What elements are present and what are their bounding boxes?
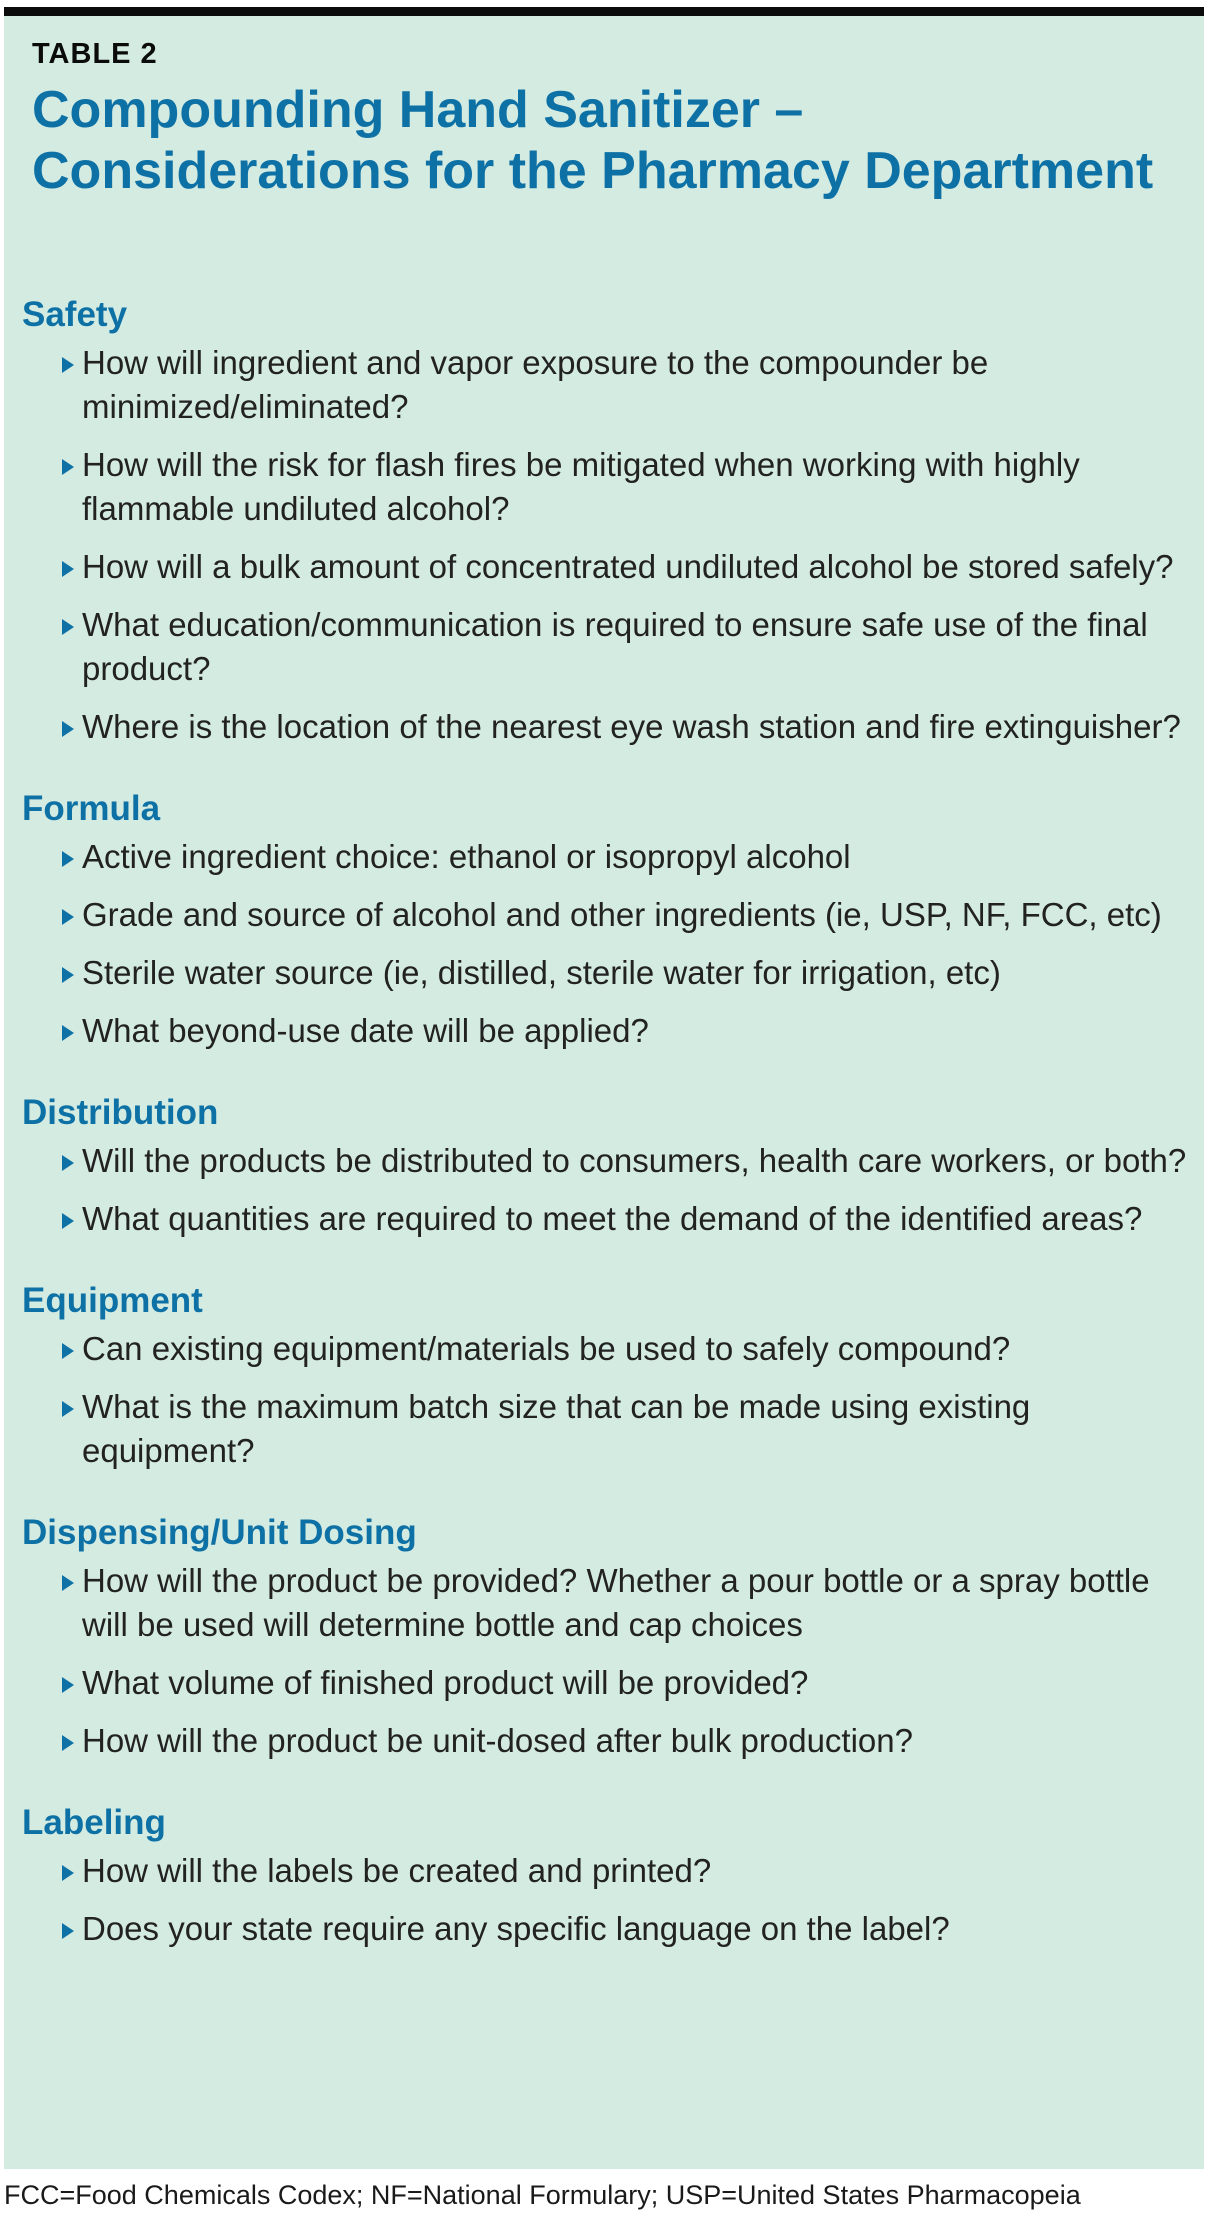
triangle-right-bullet-icon: [62, 851, 74, 867]
triangle-right-bullet-icon: [62, 1025, 74, 1041]
section-heading: Formula: [22, 789, 161, 828]
section-equipment: [22, 1281, 1192, 1473]
footnote: FCC=Food Chemicals Codex; NF=National Formulary; USP=United States Pharmacopeia: [4, 2180, 1081, 2210]
list-item-text: How will the labels be created and printed?: [82, 1852, 712, 1889]
section-safety: [22, 295, 1192, 749]
list-item: [82, 705, 1192, 749]
list-item: [82, 951, 1192, 995]
section-list: [22, 1327, 1192, 1473]
triangle-right-bullet-icon: [62, 1923, 74, 1939]
triangle-right-bullet-icon: [62, 619, 74, 635]
list-item: [82, 1661, 1192, 1705]
section-distribution: [22, 1093, 1192, 1241]
triangle-right-bullet-icon: [62, 909, 74, 925]
list-item-text: What education/communication is required to ensure safe use of the final product?: [82, 606, 1148, 687]
list-item: [82, 1197, 1192, 1241]
list-item: [82, 835, 1192, 879]
list-item: [82, 1139, 1192, 1183]
section-list: [22, 1559, 1192, 1763]
list-item: [82, 603, 1192, 691]
triangle-right-bullet-icon: [62, 721, 74, 737]
list-item: [82, 1559, 1192, 1647]
page-title: Compounding Hand Sanitizer – Considerations for the Pharmacy Department: [32, 81, 1154, 200]
triangle-right-bullet-icon: [62, 1575, 74, 1591]
triangle-right-bullet-icon: [62, 1865, 74, 1881]
section-heading: Labeling: [22, 1803, 166, 1842]
table-label: TABLE 2: [32, 38, 158, 70]
section-dispensing-unit-dosing: [22, 1513, 1192, 1763]
section-heading: Distribution: [22, 1093, 219, 1132]
section-heading: Safety: [22, 295, 128, 334]
list-item-text: What volume of finished product will be provided?: [82, 1664, 809, 1701]
triangle-right-bullet-icon: [62, 1343, 74, 1359]
list-item: [82, 1849, 1192, 1893]
section-labeling: [22, 1803, 1192, 1951]
list-item-text: Does your state require any specific language on the label?: [82, 1910, 950, 1947]
list-item-text: What beyond-use date will be applied?: [82, 1012, 649, 1049]
list-item: [82, 893, 1192, 937]
list-item: [82, 341, 1192, 429]
list-item-text: Will the products be distributed to consumers, health care workers, or both?: [82, 1142, 1187, 1179]
list-item-text: Active ingredient choice: ethanol or isopropyl alcohol: [82, 838, 851, 875]
sections-container: [22, 295, 1192, 1991]
triangle-right-bullet-icon: [62, 1155, 74, 1171]
section-list: [22, 341, 1192, 749]
list-item-text: How will ingredient and vapor exposure to the compounder be minimized/eliminated?: [82, 344, 989, 425]
triangle-right-bullet-icon: [62, 1735, 74, 1751]
list-item: [82, 443, 1192, 531]
section-formula: [22, 789, 1192, 1053]
list-item-text: How will the risk for flash fires be mitigated when working with highly flammable undiluted alcohol?: [82, 446, 1080, 527]
triangle-right-bullet-icon: [62, 1401, 74, 1417]
triangle-right-bullet-icon: [62, 1677, 74, 1693]
list-item: [82, 545, 1192, 589]
triangle-right-bullet-icon: [62, 1213, 74, 1229]
list-item: [82, 1907, 1192, 1951]
list-item-text: Where is the location of the nearest eye wash station and fire extinguisher?: [82, 708, 1181, 745]
list-item-text: How will a bulk amount of concentrated undiluted alcohol be stored safely?: [82, 548, 1174, 585]
triangle-right-bullet-icon: [62, 561, 74, 577]
section-heading: Dispensing/Unit Dosing: [22, 1513, 417, 1552]
list-item: [82, 1385, 1192, 1473]
triangle-right-bullet-icon: [62, 459, 74, 475]
triangle-right-bullet-icon: [62, 357, 74, 373]
table-panel: [4, 7, 1204, 2169]
list-item-text: How will the product be unit-dosed after bulk production?: [82, 1722, 913, 1759]
section-list: [22, 1849, 1192, 1951]
list-item: [82, 1719, 1192, 1763]
list-item-text: Can existing equipment/materials be used to safely compound?: [82, 1330, 1011, 1367]
section-list: [22, 1139, 1192, 1241]
list-item-text: How will the product be provided? Whether a pour bottle or a spray bottle will be used will determine bottle and cap choices: [82, 1562, 1150, 1643]
list-item-text: Grade and source of alcohol and other ingredients (ie, USP, NF, FCC, etc): [82, 896, 1162, 933]
list-item-text: What is the maximum batch size that can be made using existing equipment?: [82, 1388, 1031, 1469]
section-list: [22, 835, 1192, 1053]
list-item-text: What quantities are required to meet the demand of the identified areas?: [82, 1200, 1143, 1237]
section-heading: Equipment: [22, 1281, 203, 1320]
list-item: [82, 1327, 1192, 1371]
list-item: [82, 1009, 1192, 1053]
list-item-text: Sterile water source (ie, distilled, sterile water for irrigation, etc): [82, 954, 1001, 991]
triangle-right-bullet-icon: [62, 967, 74, 983]
